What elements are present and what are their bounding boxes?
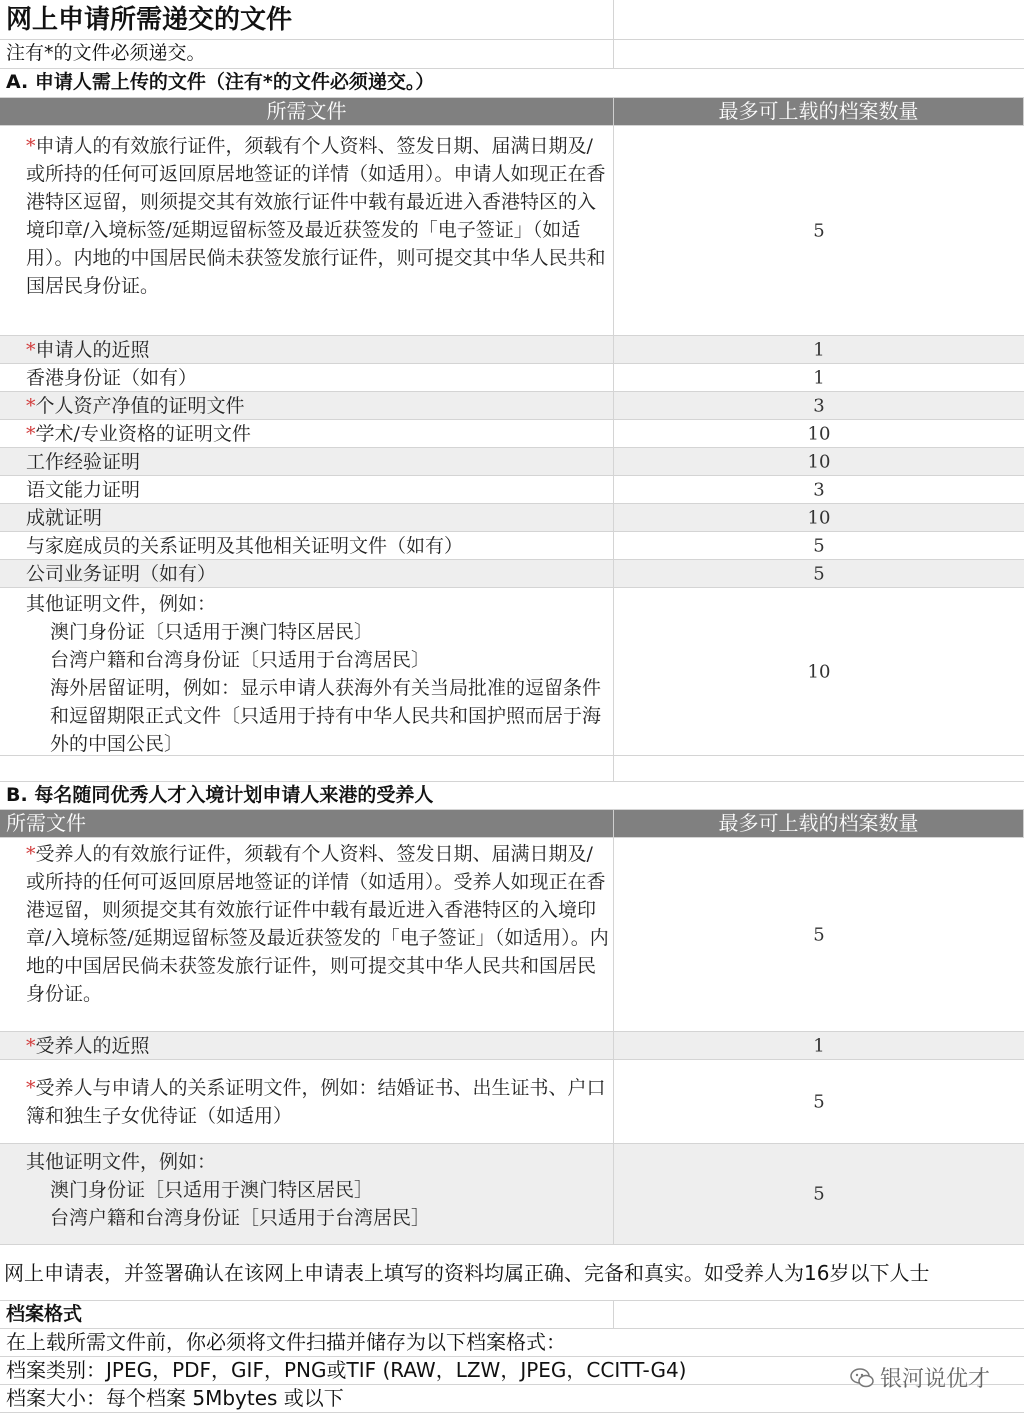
table-row bbox=[0, 1060, 1024, 1144]
table-row bbox=[0, 392, 1024, 420]
required-note: 注有*的文件必须递交。 bbox=[6, 42, 206, 64]
other-doc-item: 海外居留证明，例如：显示申请人获海外有关当局批准的逗留条件和逗留期限正式文件〔只适用于持有中华人民共和国护照而居于海外的中国公民〕 bbox=[50, 677, 602, 755]
doc-text: 学术/专业资格的证明文件 bbox=[35, 423, 251, 445]
title-cell bbox=[0, 0, 614, 39]
table-row bbox=[0, 560, 1024, 588]
max-files-value: 10 bbox=[807, 423, 831, 444]
doc-cell bbox=[0, 588, 614, 755]
max-files-value: 10 bbox=[807, 451, 831, 472]
doc-text: 成就证明 bbox=[26, 507, 103, 529]
max-files-value: 5 bbox=[813, 535, 825, 556]
watermark bbox=[850, 1362, 990, 1393]
doc-text: 公司业务证明（如有） bbox=[26, 563, 217, 585]
file-format-heading: 档案格式 bbox=[6, 1303, 83, 1325]
max-files-value: 5 bbox=[813, 924, 825, 945]
doc-text: 受养人的近照 bbox=[35, 1035, 150, 1057]
other-doc-item: 台湾户籍和台湾身份证［只适用于台湾居民］ bbox=[50, 1207, 431, 1229]
table-row bbox=[0, 448, 1024, 476]
required-star: * bbox=[26, 135, 36, 157]
doc-text: 个人资产净值的证明文件 bbox=[35, 395, 245, 417]
doc-cell bbox=[0, 1144, 614, 1244]
table-row bbox=[0, 1032, 1024, 1060]
other-doc-item: 台湾户籍和台湾身份证〔只适用于台湾居民〕 bbox=[50, 649, 431, 671]
doc-text: 申请人的有效旅行证件，须载有个人资料、签发日期、届满日期及/或所持的任何可返回原居地签证的详情（如适用）。申请人如现正在香港特区逗留，则须提交其有效旅行证件中载有最近进入香港特区的入境印章/入境标签/延期逗留标签及最近获签发的「电子签证」（如适用）。内地的中国居民倘未获签发旅行证件，则可提交其中华人民共和国居民身份证。 bbox=[26, 135, 606, 297]
doc-cell bbox=[0, 476, 614, 503]
table-row bbox=[0, 126, 1024, 336]
table-row bbox=[0, 504, 1024, 532]
doc-text: 香港身份证（如有） bbox=[26, 367, 198, 389]
other-doc-item: 澳门身份证〔只适用于澳门特区居民〕 bbox=[50, 621, 374, 643]
other-docs-intro: 其他证明文件，例如： bbox=[26, 1151, 217, 1173]
declaration-row bbox=[0, 1245, 1024, 1301]
max-files-value: 10 bbox=[807, 507, 831, 528]
max-files-value: 3 bbox=[813, 395, 825, 416]
file-format-row bbox=[0, 1329, 1024, 1357]
max-files-value: 5 bbox=[813, 1091, 825, 1112]
max-files-value: 5 bbox=[813, 563, 825, 584]
max-files-value: 3 bbox=[813, 479, 825, 500]
max-files-value: 1 bbox=[813, 1035, 825, 1056]
file-format-line: 档案大小：每个档案 5Mbytes 或以下 bbox=[6, 1386, 344, 1410]
section-a-heading: A. 申请人需上传的文件（注有*的文件必须递交。） bbox=[6, 71, 435, 93]
max-files-value: 10 bbox=[807, 661, 831, 682]
doc-text: 申请人的近照 bbox=[35, 339, 150, 361]
doc-cell bbox=[0, 532, 614, 559]
col-header-documents: 所需文件 bbox=[0, 810, 614, 837]
doc-cell: *申请人的近照 bbox=[0, 336, 614, 363]
other-docs-intro: 其他证明文件，例如： bbox=[26, 593, 217, 615]
doc-cell: *受养人的有效旅行证件，须载有个人资料、签发日期、届满日期及/或所持的任何可返回原居地签证的详情（如适用）。受养人如现正在香港逗留，则须提交其有效旅行证件中载有最近进入香港特区的入境印章/入境标签/延期逗留标签及最近获签发的「电子签证」（如适用）。内地的中国居民倘未获签发旅行证件，则可提交其中华人民共和国居民身份证。 bbox=[0, 838, 614, 1031]
doc-text: 与家庭成员的关系证明及其他相关证明文件（如有） bbox=[26, 535, 464, 557]
max-files-value: 5 bbox=[813, 220, 825, 241]
wechat-icon bbox=[850, 1368, 874, 1388]
file-format-heading-row bbox=[0, 1301, 1024, 1329]
col-header-documents: 所需文件 bbox=[0, 98, 614, 125]
doc-cell: *受养人与申请人的关系证明文件，例如：结婚证书、出生证书、户口簿和独生子女优待证（如适用） bbox=[0, 1060, 614, 1143]
doc-cell bbox=[0, 504, 614, 531]
file-format-line: 档案类别：JPEG，PDF，GIF，PNG或TIF (RAW，LZW，JPEG，CCITT-G4) bbox=[6, 1358, 687, 1382]
col-header-max-files: 最多可上载的档案数量 bbox=[614, 810, 1024, 837]
table-row bbox=[0, 476, 1024, 504]
doc-cell bbox=[0, 126, 614, 335]
file-format-line: 在上载所需文件前，你必须将文件扫描并储存为以下档案格式： bbox=[6, 1330, 566, 1354]
doc-text: 受养人与申请人的关系证明文件，例如：结婚证书、出生证书、户口簿和独生子女优待证（如适用） bbox=[26, 1077, 606, 1127]
table-row bbox=[0, 838, 1024, 1032]
declaration-text: 网上申请表，并签署确认在该网上申请表上填写的资料均属正确、完备和真实。如受养人为16岁以下人士 bbox=[4, 1261, 930, 1285]
doc-cell: *受养人的近照 bbox=[0, 1032, 614, 1059]
other-doc-item: 澳门身份证［只适用于澳门特区居民］ bbox=[50, 1179, 374, 1201]
max-files-value: 5 bbox=[813, 1183, 825, 1205]
max-files-value: 1 bbox=[813, 339, 825, 360]
watermark-text: 银河说优才 bbox=[879, 1367, 990, 1392]
doc-cell bbox=[0, 364, 614, 391]
table-row bbox=[0, 532, 1024, 560]
table-row-other-docs bbox=[0, 588, 1024, 756]
section-b-table-header bbox=[0, 810, 1024, 838]
max-files-value: 1 bbox=[813, 367, 825, 388]
section-b-heading: B. 每名随同优秀人才入境计划申请人来港的受养人 bbox=[6, 784, 434, 806]
col-header-max-files: 最多可上载的档案数量 bbox=[614, 98, 1024, 125]
table-row bbox=[0, 420, 1024, 448]
section-a-heading-row bbox=[0, 69, 1024, 98]
table-row bbox=[0, 336, 1024, 364]
doc-cell: *个人资产净值的证明文件 bbox=[0, 392, 614, 419]
title-row bbox=[0, 0, 1024, 40]
doc-cell bbox=[0, 448, 614, 475]
table-row-other-docs bbox=[0, 1144, 1024, 1245]
spacer-row bbox=[0, 756, 1024, 782]
doc-cell bbox=[0, 560, 614, 587]
table-row bbox=[0, 364, 1024, 392]
doc-text: 工作经验证明 bbox=[26, 451, 141, 473]
doc-text: 受养人的有效旅行证件，须载有个人资料、签发日期、届满日期及/或所持的任何可返回原居地签证的详情（如适用）。受养人如现正在香港逗留，则须提交其有效旅行证件中载有最近进入香港特区的入境印章/入境标签/延期逗留标签及最近获签发的「电子签证」（如适用）。内地的中国居民倘未获签发旅行证件，则可提交其中华人民共和国居民身份证。 bbox=[26, 843, 609, 1005]
doc-text: 语文能力证明 bbox=[26, 479, 141, 501]
note-row bbox=[0, 40, 1024, 69]
section-b-heading-row bbox=[0, 782, 1024, 810]
doc-cell: *学术/专业资格的证明文件 bbox=[0, 420, 614, 447]
page-title: 网上申请所需递交的文件 bbox=[6, 5, 293, 35]
section-a-table-header bbox=[0, 98, 1024, 126]
